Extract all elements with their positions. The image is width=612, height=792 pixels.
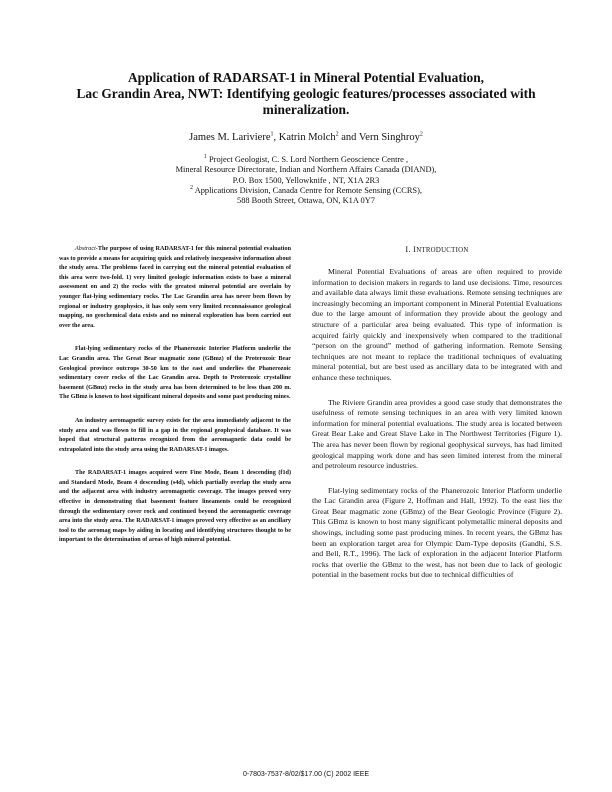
affiliation-line: 588 Booth Street, Ottawa, ON, K1A 0Y7 [237,196,375,206]
body-paragraph: Mineral Potential Evaluations of areas are often required to provide information to decision makers in regards to land use decisions. Time, resources and available data always limit these evaluations. Remote sensing techniques are increasingly becoming an important component in Mineral Potential Evaluations due to the large amount of information they provide about the geology and structure of a particular area being evaluated. This type of information is acquired fairly quickly and inexpensively when compared to the traditional “person on the ground” method of gathering information. Remote Sensing techniques are not meant to replace the traditional techniques of evaluating mineral potential, but are best used as ancillary data to be integrated with and enhance these techniques. [312,267,562,382]
abstract-paragraph: Flat-lying sedimentary rocks of the Phanerozoic Interior Platform underlie the Lac Grandin area. The Great Bear magmatic zone (GBmz) of the Proterozoic Bear Geological province outcrops 30-50 km to the east and underlies the Phanerozoic sedimentary cover rocks of the Lac Grandin area. Depth to Proterozoic crystalline basement (GBmz) rocks in the study area has been determined to be less than 200 m. The GBmz is known to host significant mineral deposits and some past producing mines. [59,346,291,401]
title-line: Application of RADARSAT-1 in Mineral Potential Evaluation, [128,70,484,85]
abstract-label: Abstract- [75,246,98,252]
introduction-column [312,267,562,595]
section-heading-introduction: I. INTRODUCTION [405,245,469,254]
affiliation-mark: 2 [335,131,339,138]
affiliation-mark: 1 [270,131,274,138]
affiliation-line: $^2$ Applications Division, Canada Centre for Remote Sensing (CCRS), [190,185,422,195]
title-line: mineralization. [262,102,350,117]
abstract-column [59,245,291,560]
author-name: Vern Singhroy [358,132,420,143]
affiliation-line: P.O. Box 1500, Yellowknife , NT, X1A 2R3 [232,175,380,185]
abstract-paragraph: The RADARSAT-1 images acquired were Fine Mode, Beam 1 descending (f1d) and Standard Mode, Beam 4 descending (s4d), which partially overlap the study area and the adjacent area with industry aeromagnetic coverage. The images proved very effective in demonstrating that basement feature lineaments could be recognized through the sedimentary cover rock and continued beyond the aeromagnetic coverage area into the study area. The RADARSAT-1 images proved very effective as an ancillary tool to the aeromag maps by aiding in locating and identifying structures thought to be important to the determination of areas of high mineral potential. [59,470,291,544]
author-separator: and [338,132,359,143]
author-name: Katrin Molch [278,132,336,143]
abstract-paragraph: An industry aeromagnetic survey exists for the area immediately adjacent to the study area and was flown to fill in a gap in the regional geophysical database. It was hoped that structural patterns recognized from the aeromagnetic data could be extrapolated into the study area using the RADARSAT-1 images. [59,417,291,453]
author-separator: , [273,132,279,143]
affiliation-mark: 2 [419,131,423,138]
affiliations [40,155,572,206]
body-paragraph: The Riviere Grandin area provides a good case study that demonstrates the usefulness of remote sensing techniques in an area with very limited known information for mineral potential evaluations. The study area is located between Great Bear Lake and Great Slave Lake in The Northwest Territories (Figure 1). The area has never been flown by regional geophysical surveys, has had limited geological mapping work done and has seen limited interest from the mineral and petroleum resource industries. [312,397,562,471]
affiliation-mark: 1 [203,154,207,161]
paper-title [40,70,572,118]
body-paragraph: Flat-lying sedimentary rocks of the Phanerozoic Interior Platform underlie the Lac Grandin area (Figure 2, Hoffman and Hall, 1992). To the east lies the Great Bear magmatic zone (GBmz) of the Bear Geologic Province (Figure 2). This GBmz is known to host many significant polymetallic mineral deposits and showings, including some past producing mines. In recent years, the GBmz has been an exploration target area for Olympic Dam-Type deposits (Gandhi, S.S. and Bell, R.T., 1996). The lack of exploration in the adjacent Interior Platform rocks that overlie the GBmz to the west, has not been due to lack of geologic potential in the basement rocks but due to technical difficulties of [312,485,562,580]
affiliation-line: Mineral Resource Directorate, Indian and Northern Affairs Canada (DIAND), [175,165,437,175]
affiliation-mark: 2 [190,185,194,192]
author-list [40,131,572,144]
affiliation-line: $^1$ Project Geologist, C. S. Lord Northern Geoscience Centre , [203,154,409,164]
title-line: Lac Grandin Area, NWT: Identifying geologic features/processes associated with [76,86,536,101]
abstract-paragraph: Abstract-The purpose of using RADARSAT-1 for this mineral potential evaluation was to provide a means for acquiring quick and relatively inexpensive information about the study area. The problems faced in carrying out the mineral potential evaluation of this area were two-fold. 1) very limited geologic information exists to base a mineral assessment on and 2) the rocks with the greatest mineral potential are overlain by younger flat-lying sedimentary rocks. The Lac Grandin area has never been flown by regional or industry geophysics, it has only seen very limited reconnaissance geological mapping, no geochemical data exists and no mineral exploration has been carried out over the area. [59,246,291,329]
copyright-footer: 0-7803-7537-8/02/$17.00 (C) 2002 IEEE [242,771,370,778]
author-name: James M. Lariviere [189,132,271,143]
